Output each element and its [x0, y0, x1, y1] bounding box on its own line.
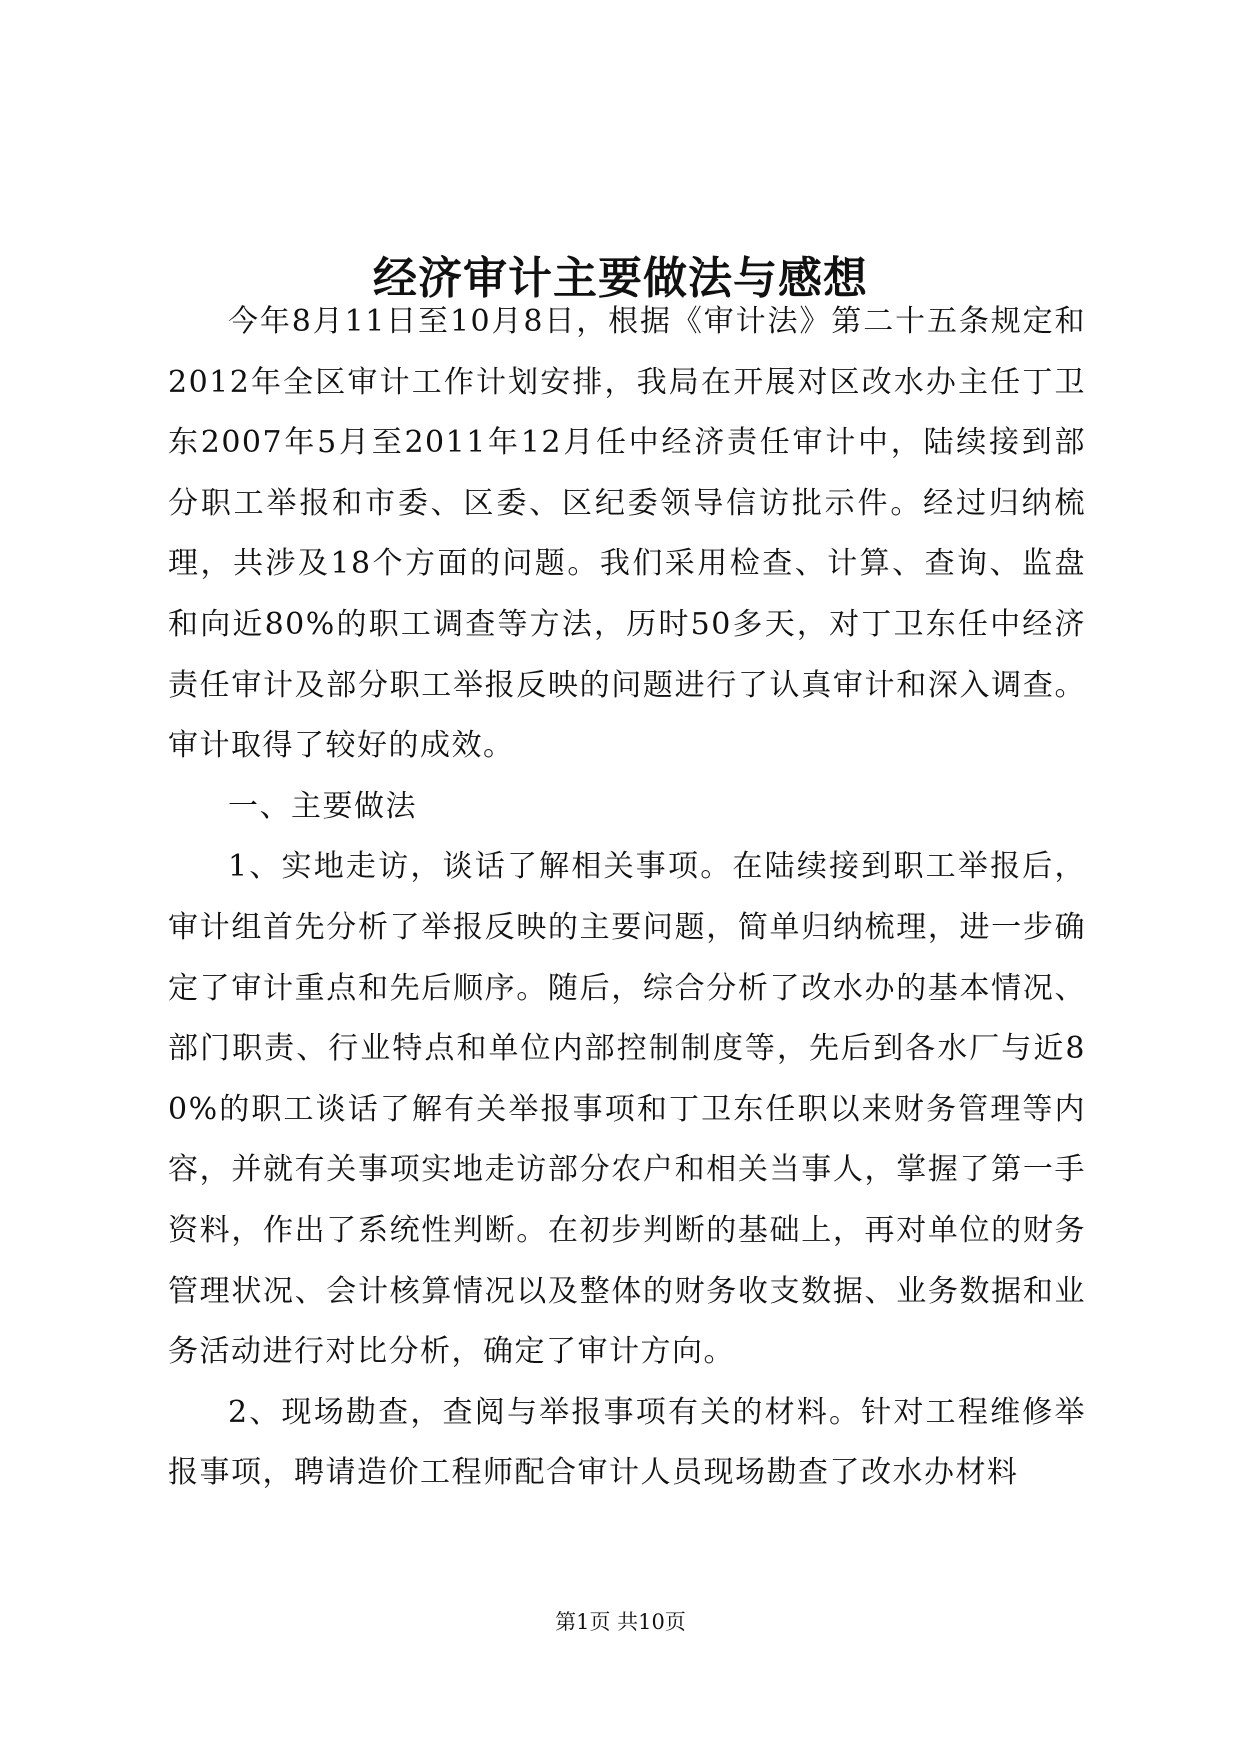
document-title: 经济审计主要做法与感想	[373, 253, 868, 305]
page-footer: 第1页 共10页	[555, 1610, 686, 1634]
paragraph-intro: 今年8月11日至10月8日，根据《审计法》第二十五条规定和2012年全区审计工作计划安排，我局在开展对区改水办主任丁卫东2007年5月至2011年12月任中经济责任审计中，陆续接到部分职工举报和市委、区委、区纪委领导信访批示件。经过归纳梳理，共涉及18个方面的问题。我们采用检查、计算、查询、监盘和向近80%的职工调查等方法，历时50多天，对丁卫东任中经济责任审计及部分职工举报反映的问题进行了认真审计和深入调查。审计取得了较好的成效。	[168, 304, 1086, 764]
section-heading: 一、主要做法	[228, 788, 417, 824]
paragraph-item-2: 2、现场勘查，查阅与举报事项有关的材料。针对工程维修举报事项，聘请造价工程师配合审计人员现场勘查了改水办材料	[168, 1394, 1086, 1491]
paragraph-item-1: 1、实地走访，谈话了解相关事项。在陆续接到职工举报后，审计组首先分析了举报反映的主要问题，简单归纳梳理，进一步确定了审计重点和先后顺序。随后，综合分析了改水办的基本情况、部门职责、行业特点和单位内部控制制度等，先后到各水厂与近80%的职工谈话了解有关举报事项和丁卫东任职以来财务管理等内容，并就有关事项实地走访部分农户和相关当事人，掌握了第一手资料，作出了系统性判断。在初步判断的基础上，再对单位的财务管理状况、会计核算情况以及整体的财务收支数据、业务数据和业务活动进行对比分析，确定了审计方向。	[168, 849, 1086, 1370]
document-body	[168, 292, 1086, 1504]
